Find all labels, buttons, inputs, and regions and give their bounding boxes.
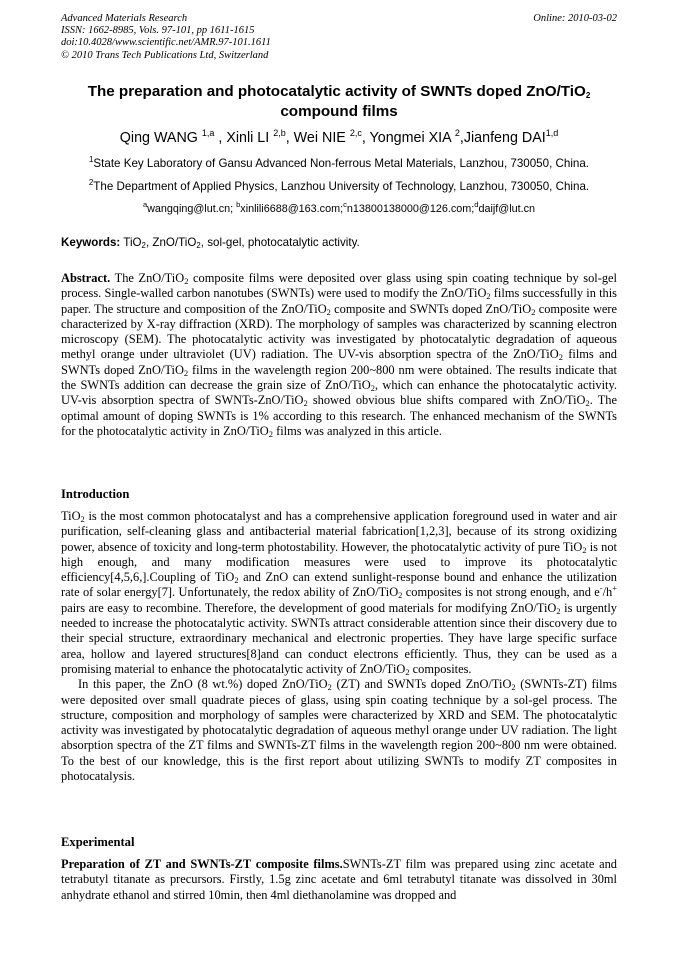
text-run: . The optimal amount of doping SWNTs is 1% according to this research. The enhanced mechanism of the SWNTs for the photocatalytic activity in ZnO/TiO <box>61 393 617 438</box>
text-run: The ZnO/TiO <box>110 271 185 285</box>
chem-script: 2 <box>398 590 403 601</box>
text-run: , ZnO/TiO <box>145 236 197 249</box>
title-subscript: 2 <box>585 91 591 100</box>
chem-script: 2 <box>183 367 189 378</box>
text-run: (SWNTs-ZT) films were deposited over small quadrate pieces of glass, using spin coating technique by a sol-gel process. The structure, composition and morphology of samples were characterized by XRD and SEM. The photocatalytic activity was investigated by photocatalytic degradation of aqueous methyl orange under UV radiation. The light absorption spectra of the ZT films and SWNTs-ZT films in the wavelength region 200~800 nm were obtained. To the best of our knowledge, this is the first report about utilizing SWNTs to modify ZT composites in photocatalysis. <box>61 677 617 784</box>
affiliation-2 <box>30 180 648 194</box>
author-name: Wei NIE <box>293 130 350 146</box>
text-run: films in the wavelength region 200~800 nm were obtained. The results indicate that the SWNTs addition can decrease the grain size of ZnO/TiO <box>61 362 617 393</box>
author-affil-mark: 2,c <box>349 128 362 138</box>
text-run: /h <box>602 585 613 600</box>
email-mark: b <box>236 200 241 209</box>
email-address: n13800138000@126.com; <box>346 203 475 215</box>
text-run: (ZT) and SWNTs doped ZnO/TiO <box>331 677 512 692</box>
email-address: xinlili6688@163.com; <box>240 203 344 215</box>
text-run: showed obvious blue shifts compared with ZnO/TiO <box>307 393 586 408</box>
introduction-heading: Introduction <box>61 487 130 501</box>
experimental-subheading: Preparation of ZT and SWNTs-ZT composite films. <box>61 857 343 871</box>
email-address: daijf@lut.cn <box>478 203 536 215</box>
email-mark: a <box>142 200 148 209</box>
text-run: composite films were deposited over glass using spin coating technique by sol-gel process. Single-walled carbon nanotubes (SWNTs) were used to modify the ZnO/TiO <box>61 271 617 301</box>
issn-line: ISSN: 1662-8985, Vols. 97-101, pp 1611-1615 <box>61 25 255 37</box>
chem-script: 2 <box>582 544 587 555</box>
chem-script: 2 <box>486 291 491 302</box>
introduction-paragraph-1 <box>61 509 617 677</box>
title-line-1: The preparation and photocatalytic activity of SWNTs doped ZnO/TiO <box>87 83 586 100</box>
chem-script: - <box>599 583 603 594</box>
text-run: is the most common photocatalyst and has a comprehensive application foreground used in water and air purification, self-cleaning glass and antibacterial material fabrication[1,2,3], because of its strong oxidizing power, absence of toxicity and long-term photostability. However, the photocatalytic activity of pure TiO <box>61 509 617 554</box>
author-affil-mark: 1,a <box>201 128 215 138</box>
copyright-line: © 2010 Trans Tech Publications Ltd, Switzerland <box>61 49 269 61</box>
text-run: TiO <box>120 236 142 249</box>
author-name: Xinli LI <box>226 130 274 146</box>
paper-title <box>61 82 617 121</box>
text-run: composites. <box>409 661 472 676</box>
chem-script: 2 <box>268 428 273 439</box>
text-run: is not high enough, and many modification measures were used to improve its photocatalytic efficiency[4,5,6,].Coupling of TiO <box>61 539 617 585</box>
author-name: Jianfeng DAI <box>463 130 546 146</box>
doi-line: doi:10.4028/www.scientific.net/AMR.97-101.1611 <box>61 37 271 49</box>
chem-script: 2 <box>141 241 146 250</box>
text-run: and ZnO can extend sunlight-response bound and enhance the utilization rate of solar energy[7]. Unfortunately, the redox ability of ZnO/TiO <box>61 570 617 600</box>
chem-script: 2 <box>531 306 536 317</box>
author-name: Yongmei XIA <box>369 130 455 146</box>
text-run: is urgently needed to increase the photocatalytic activity. SWNTs attract considerable attention since their discovery due to their special structure, extraordinary mechanical and electronic properties. They have large specific surface area, hollow and layered structures[8]and can conduct electrons efficiently. Thus, they can be used as a promising material to enhance the photocatalytic activity of ZnO/TiO <box>61 600 618 676</box>
affiliation-1 <box>30 157 648 171</box>
author-name: Qing WANG <box>119 130 202 146</box>
experimental-body <box>61 857 617 903</box>
text-run: films and SWNTs doped ZnO/TiO <box>61 347 617 377</box>
chem-script: + <box>612 583 617 594</box>
keywords-line <box>61 236 617 250</box>
author-affil-mark: 2 <box>454 128 460 138</box>
author-separator: , <box>361 130 370 146</box>
chem-script: 2 <box>327 682 332 693</box>
text-run: films successfully in this paper. The structure and composition of the ZnO/TiO <box>61 286 617 316</box>
affiliation-text: State Key Laboratory of Gansu Advanced Non-ferrous Metal Materials, Lanzhou, 730050, China. <box>93 157 590 170</box>
author-affil-mark: 2,b <box>273 128 286 138</box>
text-run: TiO <box>61 509 81 523</box>
online-date: Online: 2010-03-02 <box>533 13 617 24</box>
author-list <box>30 129 648 147</box>
abstract-label: Abstract. <box>61 271 111 285</box>
email-list <box>30 202 648 216</box>
author-separator: , <box>459 130 464 146</box>
email-mark: d <box>474 200 479 209</box>
title-line-2: compound films <box>280 102 398 120</box>
text-run: , sol-gel, photocatalytic activity. <box>200 236 360 249</box>
text-run: composite were characterized by X-ray diffraction (XRD). The morphology of samples was characterized by scanning electron microscopy (SEM). The photocatalytic activity was investigated by photocatalytic degradation of aqueous methyl orange under ultraviolet (UV) radiation. The UV-vis absorption spectra of the ZnO/TiO <box>61 301 618 362</box>
keywords-text <box>120 236 359 249</box>
text-run: films was analyzed in this article. <box>272 423 442 438</box>
abstract-text <box>61 271 617 438</box>
chem-script: 2 <box>585 398 590 409</box>
chem-script: 2 <box>234 575 239 586</box>
text-run: , which can enhance the photocatalytic activity. UV-vis absorption spectra of SWNTs-ZnO/TiO <box>61 378 617 408</box>
text-run: composites is not strong enough, and e <box>402 585 600 600</box>
keywords-label: Keywords: <box>61 236 121 249</box>
chem-script: 2 <box>184 276 189 286</box>
chem-script: 2 <box>405 666 410 677</box>
text-run: In this paper, the ZnO (8 wt.%) doped ZnO/TiO <box>78 677 328 692</box>
chem-script: 2 <box>196 241 201 250</box>
affiliation-mark: 2 <box>88 178 94 187</box>
text-run: pairs are easy to recombine. Therefore, the development of good materials for modifying ZnO/TiO <box>61 600 557 615</box>
chem-script: 2 <box>370 383 375 394</box>
author-separator: , <box>285 130 294 146</box>
chem-script: 2 <box>511 682 516 693</box>
email-mark: c <box>343 200 347 209</box>
chem-script: 2 <box>303 398 308 409</box>
journal-header <box>61 13 617 62</box>
experimental-heading: Experimental <box>61 835 135 849</box>
introduction-paragraph-2 <box>61 677 617 784</box>
affiliation-mark: 1 <box>88 155 94 164</box>
affiliation-text: The Department of Applied Physics, Lanzhou University of Technology, Lanzhou, 730050, China. <box>93 180 590 193</box>
journal-name: Advanced Materials Research <box>61 13 188 24</box>
chem-script: 2 <box>556 605 561 616</box>
chem-script: 2 <box>326 306 331 317</box>
introduction-body <box>61 509 617 784</box>
abstract-paragraph <box>61 271 617 439</box>
chem-script: 2 <box>558 352 563 363</box>
chem-script: 2 <box>80 514 85 524</box>
email-address: wangqing@lut.cn; <box>147 203 237 215</box>
text-run: composite and SWNTs doped ZnO/TiO <box>330 301 532 316</box>
experimental-text: SWNTs-ZT film was prepared using zinc acetate and tetrabutyl titanate as precursors. Firstly, 1.5g zinc acetate and 6ml tetrabutyl titanate was dissolved in 30ml anhydrate ethanol and stirred 10min, then 4ml diethanolamine was dropped and <box>61 857 617 902</box>
author-separator: , <box>214 130 227 146</box>
author-affil-mark: 1,d <box>545 128 559 138</box>
